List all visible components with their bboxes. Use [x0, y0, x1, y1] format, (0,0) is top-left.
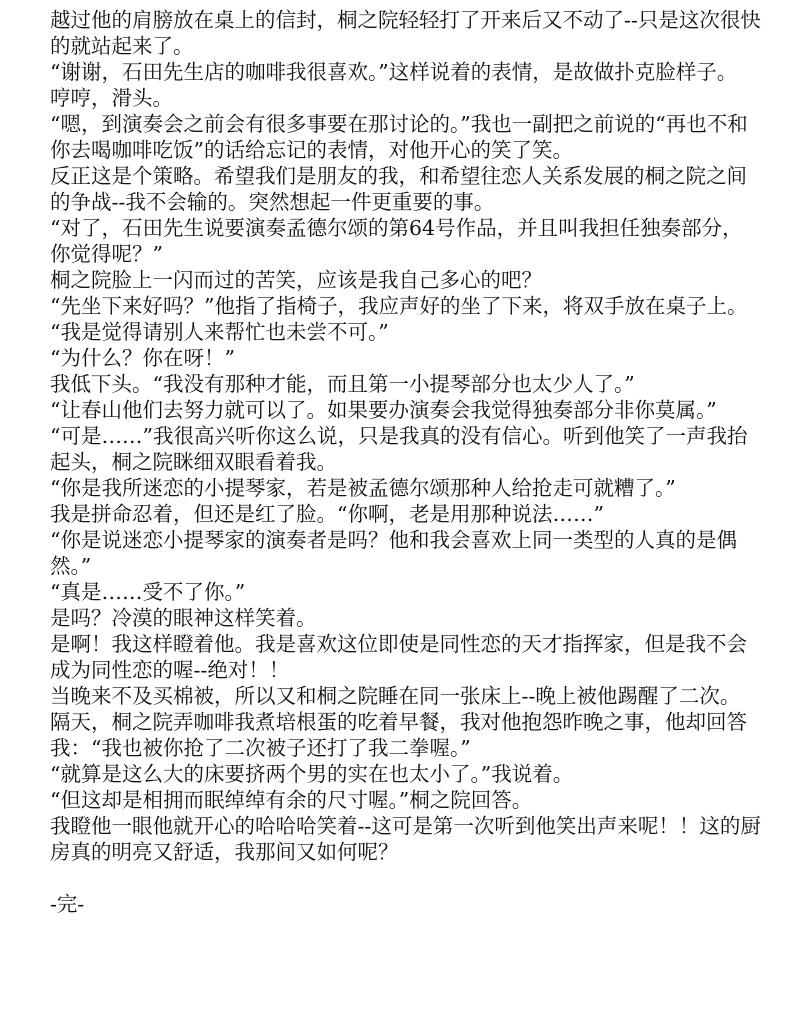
end-mark: -完- [50, 892, 85, 916]
paragraph: “就算是这么大的床要挤两个男的实在也太小了。”我说着。 [50, 762, 574, 786]
document-page [50, 7, 762, 917]
paragraph: “可是……”我很高兴听你这么说，只是我真的没有信心。听到他笑了一声我抬起头，桐之院眯细双眼看着我。 [50, 424, 748, 474]
paragraph: 我瞪他一眼他就开心的哈哈哈笑着--这可是第一次听到他笑出声来呢！！这的厨房真的明亮又舒适，我那间又如何呢？ [50, 814, 761, 864]
paragraph: 是啊！我这样瞪着他。我是喜欢这位即使是同性恋的天才指挥家，但是我不会成为同性恋的喔--绝对！！ [50, 632, 747, 682]
paragraph: “嗯，到演奏会之前会有很多事要在那讨论的。”我也一副把之前说的“再也不和你去喝咖啡吃饭”的话给忘记的表情，对他开心的笑了笑。 [50, 112, 748, 162]
paragraph: “真是……受不了你。” [50, 580, 246, 604]
paragraph: 是吗？冷漠的眼神这样笑着。 [50, 606, 317, 630]
paragraph: “谢谢，石田先生店的咖啡我很喜欢。”这样说着的表情，是故做扑克脸样子。 [50, 60, 738, 84]
paragraph: “让春山他们去努力就可以了。如果要办演奏会我觉得独奏部分非你莫属。” [50, 398, 717, 422]
paragraph: 哼哼，滑头。 [50, 86, 173, 110]
paragraph: 桐之院脸上一闪而过的苦笑，应该是我自己多心的吧？ [50, 268, 542, 292]
blank-line [50, 865, 762, 891]
paragraph: 我是拼命忍着，但还是红了脸。“你啊，老是用那种说法……” [50, 502, 604, 526]
paragraph: 越过他的肩膀放在桌上的信封，桐之院轻轻打了开来后又不动了--只是这次很快的就站起来了。 [50, 8, 761, 58]
paragraph: “先坐下来好吗？”他指了指椅子，我应声好的坐了下来，将双手放在桌子上。 [50, 294, 748, 318]
paragraph: “对了，石田先生说要演奏孟德尔颂的第64号作品，并且叫我担任独奏部分，你觉得呢？” [50, 216, 743, 266]
paragraph: 当晚来不及买棉被，所以又和桐之院睡在同一张床上--晚上被他踢醒了二次。 [50, 684, 741, 708]
paragraph: 反正这是个策略。希望我们是朋友的我，和希望往恋人关系发展的桐之院之间的争战--我不会输的。突然想起一件更重要的事。 [50, 164, 747, 214]
paragraph: 隔天，桐之院弄咖啡我煮培根蛋的吃着早餐，我对他抱怨昨晚之事，他却回答我：“我也被你抢了二次被子还打了我二拳喔。” [50, 710, 747, 760]
paragraph: “但这却是相拥而眠绰绰有余的尺寸喔。”桐之院回答。 [50, 788, 533, 812]
paragraph: “你是说迷恋小提琴家的演奏者是吗？他和我会喜欢上同一类型的人真的是偶然。” [50, 528, 737, 578]
paragraph: “我是觉得请别人来帮忙也未尝不可。” [50, 320, 389, 344]
paragraph: 我低下头。“我没有那种才能，而且第一小提琴部分也太少人了。” [50, 372, 635, 396]
paragraph: “为什么？你在呀！” [50, 346, 235, 370]
paragraph: “你是我所迷恋的小提琴家，若是被孟德尔颂那种人给抢走可就糟了。” [50, 476, 676, 500]
